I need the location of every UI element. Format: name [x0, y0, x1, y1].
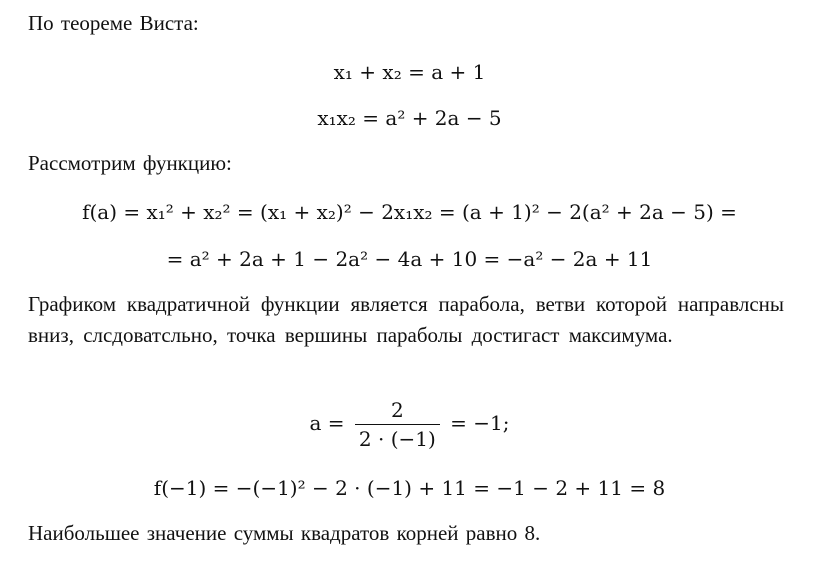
vieta-sum-formula: x₁ + x₂ = a + 1	[333, 60, 486, 84]
consider-text: Рассмотрим функцию:	[28, 151, 232, 175]
evaluation-formula: f(−1) = −(−1)² − 2 · (−1) + 11 = −1 − 2 + 11 = 8	[153, 476, 666, 500]
vieta-product-formula: x₁x₂ = a² + 2a − 5	[317, 106, 502, 130]
conclusion-text: Наибольшее значение суммы квадратов корней равно 8.	[28, 521, 541, 545]
vertex-denominator: 2 · (−1)	[358, 427, 436, 451]
vertex-fraction	[355, 396, 440, 453]
function-line-1: f(a) = x₁² + x₂² = (x₁ + x₂)² − 2x₁x₂ = (a + 1)² − 2(a² + 2a − 5) =	[82, 200, 737, 224]
vertex-numerator: 2	[355, 396, 440, 425]
intro-text: По теореме Виста:	[28, 11, 199, 35]
parabola-paragraph: Графиком квадратичной функции является парабола, ветви которой направлсны вниз, слсдоватсльно, точка вершины параболы достигаст максимума.	[28, 292, 784, 347]
function-line-2: = a² + 2a + 1 − 2a² − 4a + 10 = −a² − 2a + 11	[166, 247, 653, 271]
vertex-lhs: a =	[309, 411, 345, 435]
vertex-rhs: = −1;	[450, 411, 510, 435]
vertex-formula	[0, 396, 819, 453]
